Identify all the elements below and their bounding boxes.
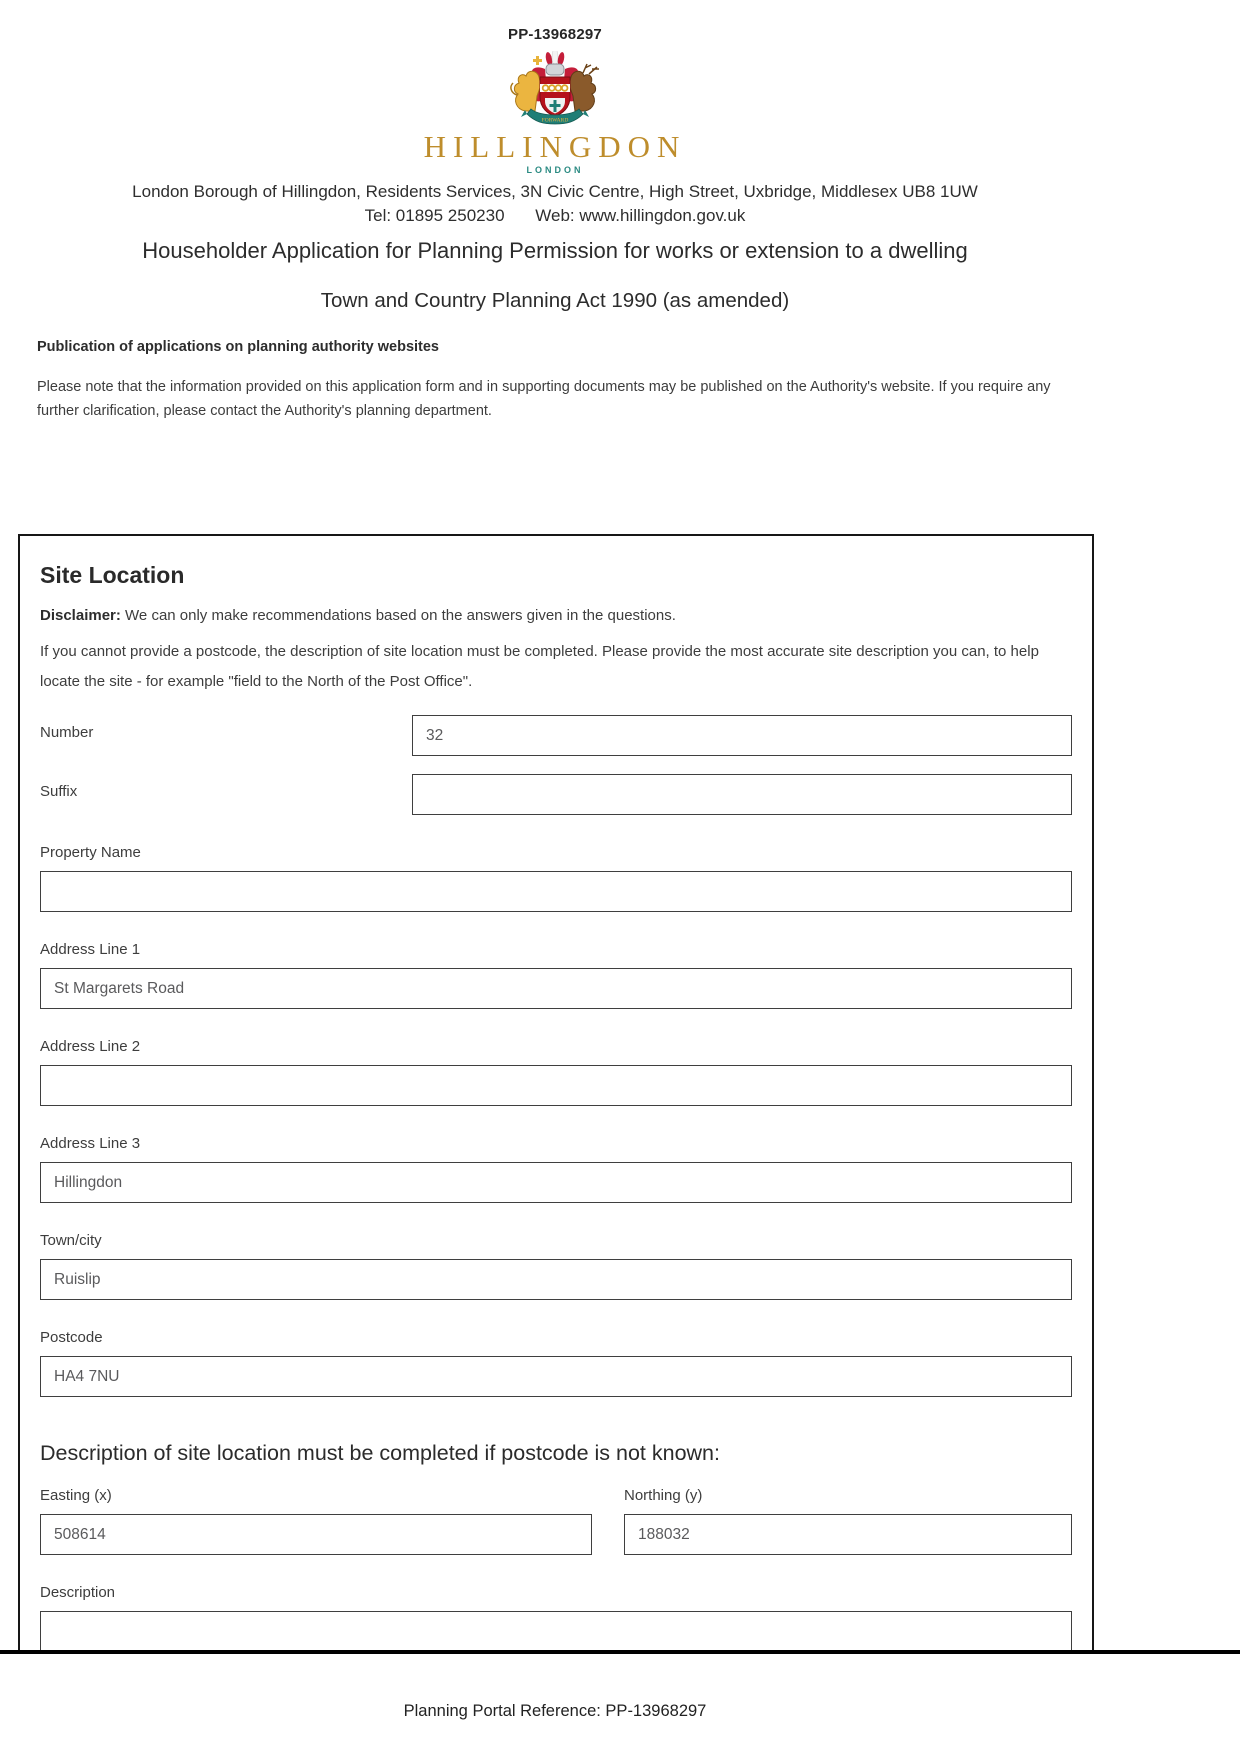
postcode-input[interactable] bbox=[40, 1356, 1072, 1397]
field-row-easting bbox=[40, 1486, 592, 1555]
hillingdon-logo-region: LONDON bbox=[526, 165, 584, 175]
portal-reference-top: PP-13968297 bbox=[508, 26, 602, 43]
field-row-address-line-1 bbox=[40, 940, 1072, 1009]
field-row-northing bbox=[624, 1486, 1072, 1555]
address-line-1-input[interactable] bbox=[40, 968, 1072, 1009]
coat-of-arms-icon bbox=[493, 51, 617, 131]
field-row-property-name bbox=[40, 843, 1072, 912]
property-name-input[interactable] bbox=[40, 871, 1072, 912]
suffix-label: Suffix bbox=[40, 783, 78, 800]
hillingdon-logotype: HILLINGDON bbox=[423, 129, 687, 164]
address-line-2-input[interactable] bbox=[40, 1065, 1072, 1106]
site-location-heading: Site Location bbox=[40, 562, 185, 588]
page-break-line bbox=[0, 1650, 1240, 1654]
address-line-3-label: Address Line 3 bbox=[40, 1135, 141, 1152]
field-row-postcode bbox=[40, 1328, 1072, 1397]
portal-reference-footer: Planning Portal Reference: PP-13968297 bbox=[403, 1702, 707, 1720]
field-row-town-city bbox=[40, 1231, 1072, 1300]
disclaimer-text: We can only make recommendations based on the answers given in the questions. bbox=[120, 607, 676, 624]
coordinates-row bbox=[40, 1486, 1072, 1555]
page-header bbox=[0, 0, 1110, 423]
field-row-suffix bbox=[40, 774, 1072, 815]
northing-input[interactable] bbox=[624, 1514, 1072, 1555]
town-city-input[interactable] bbox=[40, 1259, 1072, 1300]
description-textarea[interactable] bbox=[40, 1611, 1072, 1650]
site-location-disclaimer bbox=[40, 606, 1072, 625]
northing-label: Northing (y) bbox=[624, 1487, 703, 1504]
postcode-label: Postcode bbox=[40, 1329, 103, 1346]
town-city-label: Town/city bbox=[40, 1232, 102, 1249]
crest-motto: FORWARD bbox=[541, 117, 569, 124]
easting-input[interactable] bbox=[40, 1514, 592, 1555]
act-title: Town and Country Planning Act 1990 (as amended) bbox=[320, 289, 790, 312]
number-label: Number bbox=[40, 724, 94, 741]
description-section-heading: Description of site location must be completed if postcode is not known: bbox=[40, 1441, 720, 1465]
field-row-address-line-2 bbox=[40, 1037, 1072, 1106]
address-line-1-label: Address Line 1 bbox=[40, 941, 141, 958]
suffix-input[interactable] bbox=[412, 774, 1072, 815]
site-location-section bbox=[18, 534, 1094, 1650]
disclaimer-label: Disclaimer: bbox=[40, 607, 121, 624]
form-title: Householder Application for Planning Permission for works or extension to a dwelling bbox=[142, 238, 968, 263]
hillingdon-crest bbox=[0, 51, 1110, 131]
field-row-number bbox=[40, 715, 1072, 756]
easting-label: Easting (x) bbox=[40, 1487, 112, 1504]
address-line-3-input[interactable] bbox=[40, 1162, 1072, 1203]
number-input[interactable] bbox=[412, 715, 1072, 756]
field-row-description bbox=[40, 1583, 1072, 1650]
site-location-instructions: If you cannot provide a postcode, the description of site location must be completed. Please provide the most accurate site description you can, to help locate the site - for example "field to the North of the Post Office". bbox=[40, 643, 1039, 690]
authority-address: London Borough of Hillingdon, Residents Services, 3N Civic Centre, High Street, Uxbridge, Middlesex UB8 1UW bbox=[132, 182, 978, 201]
authority-website: Web: www.hillingdon.gov.uk bbox=[535, 206, 746, 225]
publication-note-body: Please note that the information provided on this application form and in supporting documents may be published on the Authority's website. If you require any further clarification, please contact the Authority's planning department. bbox=[37, 379, 1051, 419]
description-label: Description bbox=[40, 1584, 116, 1601]
address-line-2-label: Address Line 2 bbox=[40, 1038, 141, 1055]
authority-phone: Tel: 01895 250230 bbox=[364, 206, 505, 225]
authority-contact bbox=[0, 206, 1110, 226]
property-name-label: Property Name bbox=[40, 844, 141, 861]
field-row-address-line-3 bbox=[40, 1134, 1072, 1203]
publication-note-heading: Publication of applications on planning authority websites bbox=[37, 339, 439, 355]
